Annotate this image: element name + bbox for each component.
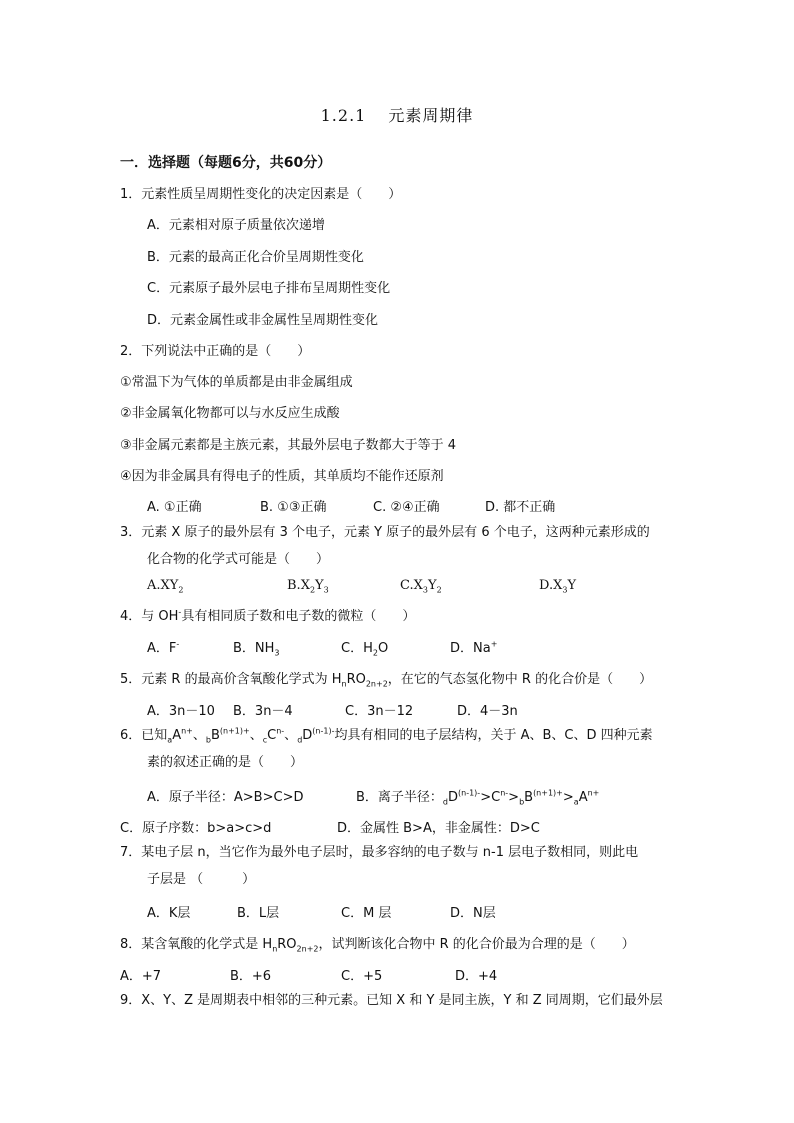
q5-option-b: B．3n－4: [233, 704, 293, 719]
q9-stem-line1: 9．X、Y、Z 是周期表中相邻的三种元素。已知 X 和 Y 是同主族，Y 和 Z 同周期，它们最外层: [120, 993, 663, 1008]
q2-statement-4: ④因为非金属具有得电子的性质，其单质均不能作还原剂: [120, 469, 444, 484]
q8-option-b: B．+6: [230, 969, 272, 984]
title-text: 元素周期律: [388, 106, 474, 125]
q2-statement-3: ③非金属元素都是主族元素，其最外层电子数都大于等于 4: [120, 438, 457, 453]
q1-option-d: D．元素金属性或非金属性呈周期性变化: [147, 313, 379, 328]
q6-option-a: A．原子半径：A>B>C>D: [147, 790, 304, 805]
q3-option-a: $A.XY_2$: [147, 578, 184, 595]
q4-option-b: B．$NH_3$: [233, 641, 280, 658]
q1-stem: 1．元素性质呈周期性变化的决定因素是（ ）: [120, 187, 402, 202]
q8-stem: 8．某含氧酸的化学式是 $H_nRO_{2n+2}$，试判断该化合物中 R 的化合价最为合理的是（ ）: [120, 937, 635, 954]
q6-option-c: C．原子序数：b>a>c>d: [120, 821, 272, 836]
q7-option-d: D．N层: [450, 906, 496, 921]
page-title: [0, 108, 794, 124]
q5-option-a: A．3n－10: [147, 704, 215, 719]
q6-option-b: B．离子半径：$_dD^{(n-1)-}>C^{n-}>_bB^{(n+1)+}>_aA^{n+}$: [356, 788, 600, 807]
q7-option-a: A．K层: [147, 906, 191, 921]
q4-stem: 4．与 OH-具有相同质子数和电子数的微粒（ ）: [120, 607, 416, 624]
q2-option-a: A. ①正确: [147, 500, 202, 515]
q6-option-d: D．金属性 B>A，非金属性：D>C: [337, 821, 540, 836]
q3-stem-line2: 化合物的化学式可能是（ ）: [147, 552, 330, 567]
q2-statement-2: ②非金属氧化物都可以与水反应生成酸: [120, 406, 340, 421]
title-number: 1.2.1: [320, 106, 367, 125]
q7-stem-line2: 子层是 （ ）: [147, 872, 256, 887]
q3-option-d: $D.X_3Y$: [539, 578, 577, 595]
q7-option-b: B．L层: [237, 906, 280, 921]
q4-option-c: C．$H_2O$: [341, 641, 389, 658]
q5-stem: 5．元素 R 的最高价含氧酸化学式为 $H_nRO_{2n+2}$，在它的气态氢化物中 R 的化合价是（ ）: [120, 672, 653, 689]
q2-option-b: B. ①③正确: [260, 500, 327, 515]
q2-option-c: C. ②④正确: [373, 500, 440, 515]
q5-option-d: D．4－3n: [457, 704, 518, 719]
q3-option-b: $B.X_2Y_3$: [287, 578, 329, 595]
q3-stem-line1: 3．元素 X 原子的最外层有 3 个电子，元素 Y 原子的最外层有 6 个电子，这两种元素形成的: [120, 525, 650, 540]
q1-option-c: C．元素原子最外层电子排布呈周期性变化: [147, 281, 391, 296]
q8-option-c: C．+5: [341, 969, 383, 984]
q8-option-a: A．+7: [120, 969, 162, 984]
q8-option-d: D．+4: [455, 969, 498, 984]
section-header: 一．选择题（每题6分，共60分）: [120, 155, 332, 171]
q6-stem-line2: 素的叙述正确的是（ ）: [147, 755, 304, 770]
q2-statement-1: ①常温下为气体的单质都是由非金属组成: [120, 375, 353, 390]
q7-option-c: C．M 层: [341, 906, 392, 921]
q5-option-c: C．3n－12: [345, 704, 414, 719]
q2-stem: 2．下列说法中正确的是（ ）: [120, 344, 311, 359]
q6-stem-line1: 6．已知$_aA^{n+}$、$_bB^{(n+1)+}$、$_cC^{n-}$、$_dD^{(n-1)-}$均具有相同的电子层结构，关于 A、B、C、D 四种元素: [120, 726, 653, 745]
q4-option-d: D．Na+: [450, 639, 498, 656]
q4-option-a: A．F-: [147, 639, 180, 656]
q7-stem-line1: 7．某电子层 n，当它作为最外电子层时，最多容纳的电子数与 n-1 层电子数相同，则此电: [120, 845, 639, 860]
q1-option-a: A．元素相对原子质量依次递增: [147, 218, 325, 233]
q2-option-d: D. 都不正确: [485, 500, 556, 515]
q3-option-c: $C.X_3Y_2$: [400, 578, 442, 595]
q1-option-b: B．元素的最高正化合价呈周期性变化: [147, 250, 364, 265]
